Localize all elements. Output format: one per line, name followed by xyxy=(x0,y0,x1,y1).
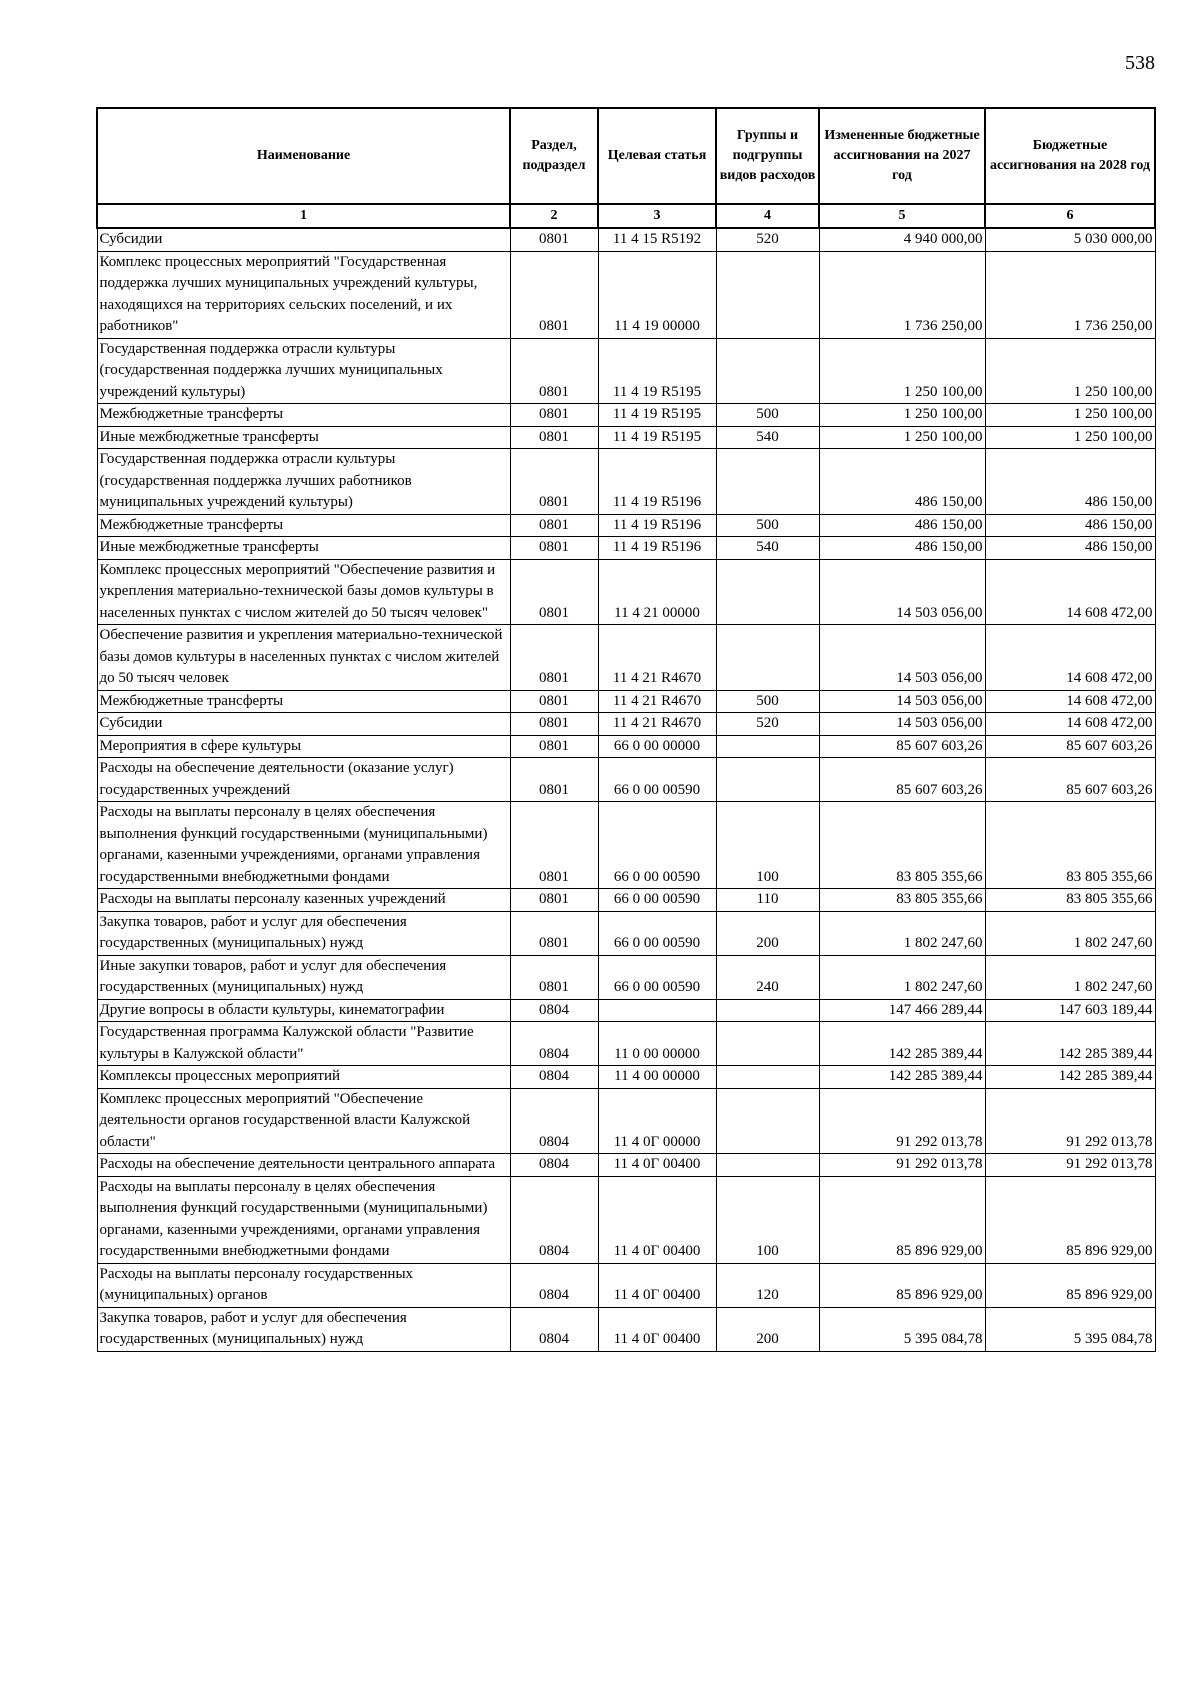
row-section: 0801 xyxy=(510,802,598,889)
row-expense-group xyxy=(716,1088,819,1154)
row-amount-2028: 1 802 247,60 xyxy=(985,955,1155,999)
row-target: 66 0 00 00590 xyxy=(598,802,716,889)
row-expense-group xyxy=(716,625,819,691)
row-name: Расходы на обеспечение деятельности (оказание услуг) государственных учреждений xyxy=(97,758,510,802)
row-amount-2028: 91 292 013,78 xyxy=(985,1088,1155,1154)
table-row xyxy=(97,955,1155,999)
table-row xyxy=(97,404,1155,427)
row-section: 0801 xyxy=(510,228,598,251)
row-amount-2027: 1 736 250,00 xyxy=(819,251,985,338)
header-section: Раздел, подраздел xyxy=(510,108,598,204)
row-name: Комплекс процессных мероприятий "Обеспечение развития и укрепления материально-технической базы домов культуры в населенных пунктах с числом жителей до 50 тысяч человек" xyxy=(97,559,510,625)
row-amount-2028: 91 292 013,78 xyxy=(985,1154,1155,1177)
table-row xyxy=(97,1263,1155,1307)
row-amount-2028: 486 150,00 xyxy=(985,537,1155,560)
header-name: Наименование xyxy=(97,108,510,204)
row-name: Государственная поддержка отрасли культуры (государственная поддержка лучших муниципальных учреждений культуры) xyxy=(97,338,510,404)
row-target: 11 4 19 00000 xyxy=(598,251,716,338)
row-amount-2027: 142 285 389,44 xyxy=(819,1066,985,1089)
row-expense-group: 520 xyxy=(716,228,819,251)
row-target: 11 4 19 R5195 xyxy=(598,404,716,427)
row-expense-group xyxy=(716,449,819,515)
row-section: 0804 xyxy=(510,1022,598,1066)
row-name: Комплекс процессных мероприятий "Обеспечение деятельности органов государственной власти Калужской области" xyxy=(97,1088,510,1154)
row-target: 66 0 00 00590 xyxy=(598,955,716,999)
row-amount-2027: 85 896 929,00 xyxy=(819,1176,985,1263)
row-name: Закупка товаров, работ и услуг для обеспечения государственных (муниципальных) нужд xyxy=(97,1307,510,1351)
column-number: 2 xyxy=(510,204,598,228)
row-section: 0801 xyxy=(510,404,598,427)
row-name: Государственная поддержка отрасли культуры (государственная поддержка лучших работников муниципальных учреждений культуры) xyxy=(97,449,510,515)
row-amount-2028: 14 608 472,00 xyxy=(985,713,1155,736)
row-target: 11 4 19 R5196 xyxy=(598,449,716,515)
row-amount-2027: 1 802 247,60 xyxy=(819,911,985,955)
row-section: 0804 xyxy=(510,1176,598,1263)
row-amount-2028: 142 285 389,44 xyxy=(985,1066,1155,1089)
row-section: 0801 xyxy=(510,713,598,736)
row-target: 11 0 00 00000 xyxy=(598,1022,716,1066)
row-section: 0801 xyxy=(510,338,598,404)
row-amount-2027: 85 607 603,26 xyxy=(819,758,985,802)
row-target: 11 4 21 R4670 xyxy=(598,690,716,713)
row-amount-2027: 85 607 603,26 xyxy=(819,735,985,758)
table-row xyxy=(97,338,1155,404)
row-amount-2027: 91 292 013,78 xyxy=(819,1154,985,1177)
table-row xyxy=(97,449,1155,515)
row-section: 0801 xyxy=(510,889,598,912)
row-target: 66 0 00 00000 xyxy=(598,735,716,758)
table-row xyxy=(97,1307,1155,1351)
row-expense-group xyxy=(716,999,819,1022)
row-target: 11 4 0Г 00400 xyxy=(598,1154,716,1177)
table-row xyxy=(97,758,1155,802)
row-target: 66 0 00 00590 xyxy=(598,758,716,802)
table-row xyxy=(97,999,1155,1022)
row-target: 11 4 19 R5195 xyxy=(598,338,716,404)
row-amount-2027: 14 503 056,00 xyxy=(819,625,985,691)
row-name: Иные межбюджетные трансферты xyxy=(97,426,510,449)
row-amount-2027: 1 250 100,00 xyxy=(819,404,985,427)
row-amount-2028: 85 607 603,26 xyxy=(985,735,1155,758)
row-expense-group: 110 xyxy=(716,889,819,912)
row-amount-2028: 147 603 189,44 xyxy=(985,999,1155,1022)
row-target: 11 4 19 R5196 xyxy=(598,537,716,560)
row-amount-2028: 1 250 100,00 xyxy=(985,426,1155,449)
row-section: 0804 xyxy=(510,999,598,1022)
row-section: 0801 xyxy=(510,449,598,515)
row-target: 66 0 00 00590 xyxy=(598,911,716,955)
row-amount-2028: 1 250 100,00 xyxy=(985,404,1155,427)
row-expense-group xyxy=(716,1022,819,1066)
row-name: Закупка товаров, работ и услуг для обеспечения государственных (муниципальных) нужд xyxy=(97,911,510,955)
row-expense-group xyxy=(716,338,819,404)
row-section: 0801 xyxy=(510,690,598,713)
row-amount-2028: 1 250 100,00 xyxy=(985,338,1155,404)
row-amount-2027: 147 466 289,44 xyxy=(819,999,985,1022)
row-amount-2027: 14 503 056,00 xyxy=(819,713,985,736)
row-amount-2028: 83 805 355,66 xyxy=(985,802,1155,889)
row-name: Обеспечение развития и укрепления материально-технической базы домов культуры в населенных пунктах с числом жителей до 50 тысяч человек xyxy=(97,625,510,691)
row-expense-group: 120 xyxy=(716,1263,819,1307)
row-target: 11 4 00 00000 xyxy=(598,1066,716,1089)
row-amount-2028: 486 150,00 xyxy=(985,449,1155,515)
header-2028: Бюджетные ассигнования на 2028 год xyxy=(985,108,1155,204)
table-row xyxy=(97,537,1155,560)
row-amount-2027: 486 150,00 xyxy=(819,449,985,515)
row-amount-2027: 14 503 056,00 xyxy=(819,690,985,713)
row-target: 11 4 15 R5192 xyxy=(598,228,716,251)
row-target: 11 4 0Г 00400 xyxy=(598,1176,716,1263)
table-row xyxy=(97,426,1155,449)
header-group: Группы и подгруппы видов расходов xyxy=(716,108,819,204)
row-section: 0801 xyxy=(510,251,598,338)
row-expense-group xyxy=(716,559,819,625)
table-row xyxy=(97,1176,1155,1263)
row-amount-2027: 83 805 355,66 xyxy=(819,802,985,889)
row-target: 11 4 21 00000 xyxy=(598,559,716,625)
row-name: Расходы на выплаты персоналу казенных учреждений xyxy=(97,889,510,912)
row-amount-2028: 83 805 355,66 xyxy=(985,889,1155,912)
row-amount-2028: 5 395 084,78 xyxy=(985,1307,1155,1351)
column-number: 1 xyxy=(97,204,510,228)
row-expense-group xyxy=(716,251,819,338)
row-section: 0804 xyxy=(510,1263,598,1307)
row-amount-2027: 142 285 389,44 xyxy=(819,1022,985,1066)
row-amount-2027: 486 150,00 xyxy=(819,537,985,560)
row-target: 66 0 00 00590 xyxy=(598,889,716,912)
row-section: 0801 xyxy=(510,514,598,537)
row-amount-2027: 83 805 355,66 xyxy=(819,889,985,912)
row-name: Расходы на выплаты персоналу государственных (муниципальных) органов xyxy=(97,1263,510,1307)
table-row xyxy=(97,1154,1155,1177)
row-name: Расходы на выплаты персоналу в целях обеспечения выполнения функций государственными (муниципальными) органами, казенными учреждениями, органами управления государственными внебюджетными фондами xyxy=(97,1176,510,1263)
column-number: 6 xyxy=(985,204,1155,228)
row-target: 11 4 0Г 00400 xyxy=(598,1263,716,1307)
row-name: Комплекс процессных мероприятий "Государственная поддержка лучших муниципальных учреждений культуры, находящихся на территориях сельских поселений, и их работников" xyxy=(97,251,510,338)
column-number: 3 xyxy=(598,204,716,228)
row-section: 0804 xyxy=(510,1066,598,1089)
column-number: 4 xyxy=(716,204,819,228)
row-amount-2027: 486 150,00 xyxy=(819,514,985,537)
row-expense-group: 240 xyxy=(716,955,819,999)
row-name: Расходы на обеспечение деятельности центрального аппарата xyxy=(97,1154,510,1177)
row-expense-group: 100 xyxy=(716,802,819,889)
row-amount-2027: 1 250 100,00 xyxy=(819,426,985,449)
row-section: 0801 xyxy=(510,911,598,955)
row-expense-group: 200 xyxy=(716,911,819,955)
row-name: Расходы на выплаты персоналу в целях обеспечения выполнения функций государственными (муниципальными) органами, казенными учреждениями, органами управления государственными внебюджетными фондами xyxy=(97,802,510,889)
table-row xyxy=(97,1066,1155,1089)
row-amount-2027: 1 802 247,60 xyxy=(819,955,985,999)
row-target: 11 4 21 R4670 xyxy=(598,713,716,736)
row-amount-2028: 14 608 472,00 xyxy=(985,559,1155,625)
row-target: 11 4 0Г 00000 xyxy=(598,1088,716,1154)
row-name: Мероприятия в сфере культуры xyxy=(97,735,510,758)
row-target: 11 4 21 R4670 xyxy=(598,625,716,691)
row-amount-2027: 91 292 013,78 xyxy=(819,1088,985,1154)
column-number: 5 xyxy=(819,204,985,228)
row-section: 0801 xyxy=(510,537,598,560)
row-target: 11 4 19 R5195 xyxy=(598,426,716,449)
table-row xyxy=(97,251,1155,338)
row-expense-group xyxy=(716,1066,819,1089)
row-amount-2028: 14 608 472,00 xyxy=(985,625,1155,691)
row-name: Иные межбюджетные трансферты xyxy=(97,537,510,560)
row-name: Другие вопросы в области культуры, кинематографии xyxy=(97,999,510,1022)
budget-table xyxy=(96,107,1156,1352)
table-row xyxy=(97,625,1155,691)
row-amount-2028: 486 150,00 xyxy=(985,514,1155,537)
row-expense-group xyxy=(716,758,819,802)
row-expense-group xyxy=(716,1154,819,1177)
row-name: Комплексы процессных мероприятий xyxy=(97,1066,510,1089)
row-section: 0801 xyxy=(510,426,598,449)
row-expense-group: 540 xyxy=(716,537,819,560)
table-row xyxy=(97,911,1155,955)
row-amount-2027: 14 503 056,00 xyxy=(819,559,985,625)
row-amount-2028: 85 607 603,26 xyxy=(985,758,1155,802)
table-row xyxy=(97,514,1155,537)
row-expense-group: 500 xyxy=(716,404,819,427)
row-expense-group: 520 xyxy=(716,713,819,736)
row-name: Государственная программа Калужской области "Развитие культуры в Калужской области" xyxy=(97,1022,510,1066)
row-amount-2027: 4 940 000,00 xyxy=(819,228,985,251)
row-name: Субсидии xyxy=(97,713,510,736)
row-name: Межбюджетные трансферты xyxy=(97,404,510,427)
row-amount-2028: 5 030 000,00 xyxy=(985,228,1155,251)
row-name: Межбюджетные трансферты xyxy=(97,514,510,537)
table-row xyxy=(97,690,1155,713)
page-number: 538 xyxy=(1125,52,1155,74)
row-expense-group: 540 xyxy=(716,426,819,449)
header-target: Целевая статья xyxy=(598,108,716,204)
row-expense-group: 100 xyxy=(716,1176,819,1263)
row-amount-2028: 1 736 250,00 xyxy=(985,251,1155,338)
table-row xyxy=(97,1088,1155,1154)
row-expense-group: 500 xyxy=(716,690,819,713)
row-target: 11 4 0Г 00400 xyxy=(598,1307,716,1351)
row-target xyxy=(598,999,716,1022)
table-row xyxy=(97,889,1155,912)
row-expense-group xyxy=(716,735,819,758)
row-name: Субсидии xyxy=(97,228,510,251)
table-row xyxy=(97,228,1155,251)
row-section: 0801 xyxy=(510,955,598,999)
row-amount-2028: 1 802 247,60 xyxy=(985,911,1155,955)
row-section: 0801 xyxy=(510,625,598,691)
row-section: 0804 xyxy=(510,1154,598,1177)
row-expense-group: 200 xyxy=(716,1307,819,1351)
row-name: Иные закупки товаров, работ и услуг для обеспечения государственных (муниципальных) нужд xyxy=(97,955,510,999)
row-amount-2028: 85 896 929,00 xyxy=(985,1176,1155,1263)
row-section: 0804 xyxy=(510,1307,598,1351)
row-amount-2028: 85 896 929,00 xyxy=(985,1263,1155,1307)
row-section: 0804 xyxy=(510,1088,598,1154)
row-section: 0801 xyxy=(510,735,598,758)
row-section: 0801 xyxy=(510,559,598,625)
row-amount-2028: 14 608 472,00 xyxy=(985,690,1155,713)
row-amount-2027: 1 250 100,00 xyxy=(819,338,985,404)
header-2027: Измененные бюджетные ассигнования на 2027 год xyxy=(819,108,985,204)
table-row xyxy=(97,713,1155,736)
row-amount-2027: 85 896 929,00 xyxy=(819,1263,985,1307)
row-name: Межбюджетные трансферты xyxy=(97,690,510,713)
table-row xyxy=(97,735,1155,758)
row-expense-group: 500 xyxy=(716,514,819,537)
table-row xyxy=(97,802,1155,889)
column-number-row xyxy=(97,204,1155,228)
row-amount-2028: 142 285 389,44 xyxy=(985,1022,1155,1066)
row-target: 11 4 19 R5196 xyxy=(598,514,716,537)
table-row xyxy=(97,559,1155,625)
row-section: 0801 xyxy=(510,758,598,802)
header-row xyxy=(97,108,1155,204)
row-amount-2027: 5 395 084,78 xyxy=(819,1307,985,1351)
table-row xyxy=(97,1022,1155,1066)
